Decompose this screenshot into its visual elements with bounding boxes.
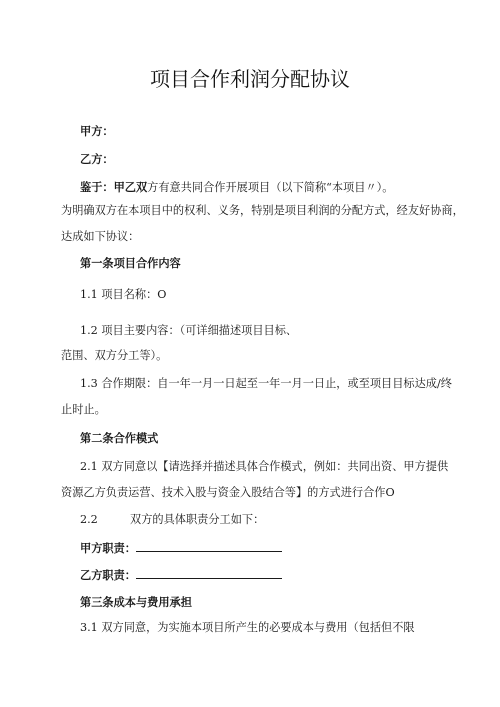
- article-2-item-1-line-1: 2.1 双方同意以【请选择并描述具体合作模式，例如：共同出资、甲方提供: [80, 460, 449, 473]
- party-a-duties-label: 甲方职责：: [80, 541, 136, 555]
- article-3-item-1-line-1: 3.1 双方同意，为实施本项目所产生的必要成本与费用（包括但不限: [80, 621, 415, 634]
- party-b-label: 乙方：: [80, 152, 114, 166]
- whereas-label: 鉴于：甲乙双: [80, 180, 148, 194]
- document-title: 项目合作利润分配协议: [150, 67, 350, 91]
- article-2-item-2-number: 2.2: [80, 513, 98, 526]
- article-1-heading: 第一条项目合作内容: [80, 256, 181, 270]
- article-1-item-2-line-1: 1.2 项目主要内容：（可详细描述项目目标、: [80, 324, 298, 337]
- article-1-item-1: 1.1 项目名称：O: [80, 288, 167, 301]
- party-b-duties-label: 乙方职责：: [80, 568, 136, 582]
- party-a-duties-blank[interactable]: [136, 540, 282, 552]
- article-1-item-3-line-2: 止时止。: [61, 403, 106, 416]
- whereas-line: [80, 180, 393, 195]
- party-a-duties-line: [80, 540, 282, 555]
- party-a-label: 甲方：: [80, 124, 114, 138]
- article-2-item-1-line-2: 资源乙方负责运营、技术入股与资金入股结合等】的方式进行合作O: [61, 486, 395, 499]
- article-1-item-3-line-1: 1.3 合作期限：自一年一月一日起至一年一月一日止，或至项目目标达成/终: [80, 377, 452, 390]
- party-b-duties-blank[interactable]: [136, 567, 282, 579]
- party-b-duties-line: [80, 567, 282, 582]
- purpose-line-1: 为明确双方在本项目中的权利、义务，特别是项目利润的分配方式，经友好协商，: [61, 204, 464, 217]
- article-3-heading: 第三条成本与费用承担: [80, 595, 192, 609]
- whereas-text: 方有意共同合作开展项目（以下简称“本项目〃）。: [147, 181, 394, 194]
- article-1-item-2-line-2: 范围、双方分工等）。: [61, 349, 168, 362]
- article-2-heading: 第二条合作模式: [80, 431, 159, 445]
- article-2-item-2-text: 双方的具体职责分工如下：: [130, 513, 265, 526]
- purpose-line-2: 达成如下协议：: [61, 230, 140, 243]
